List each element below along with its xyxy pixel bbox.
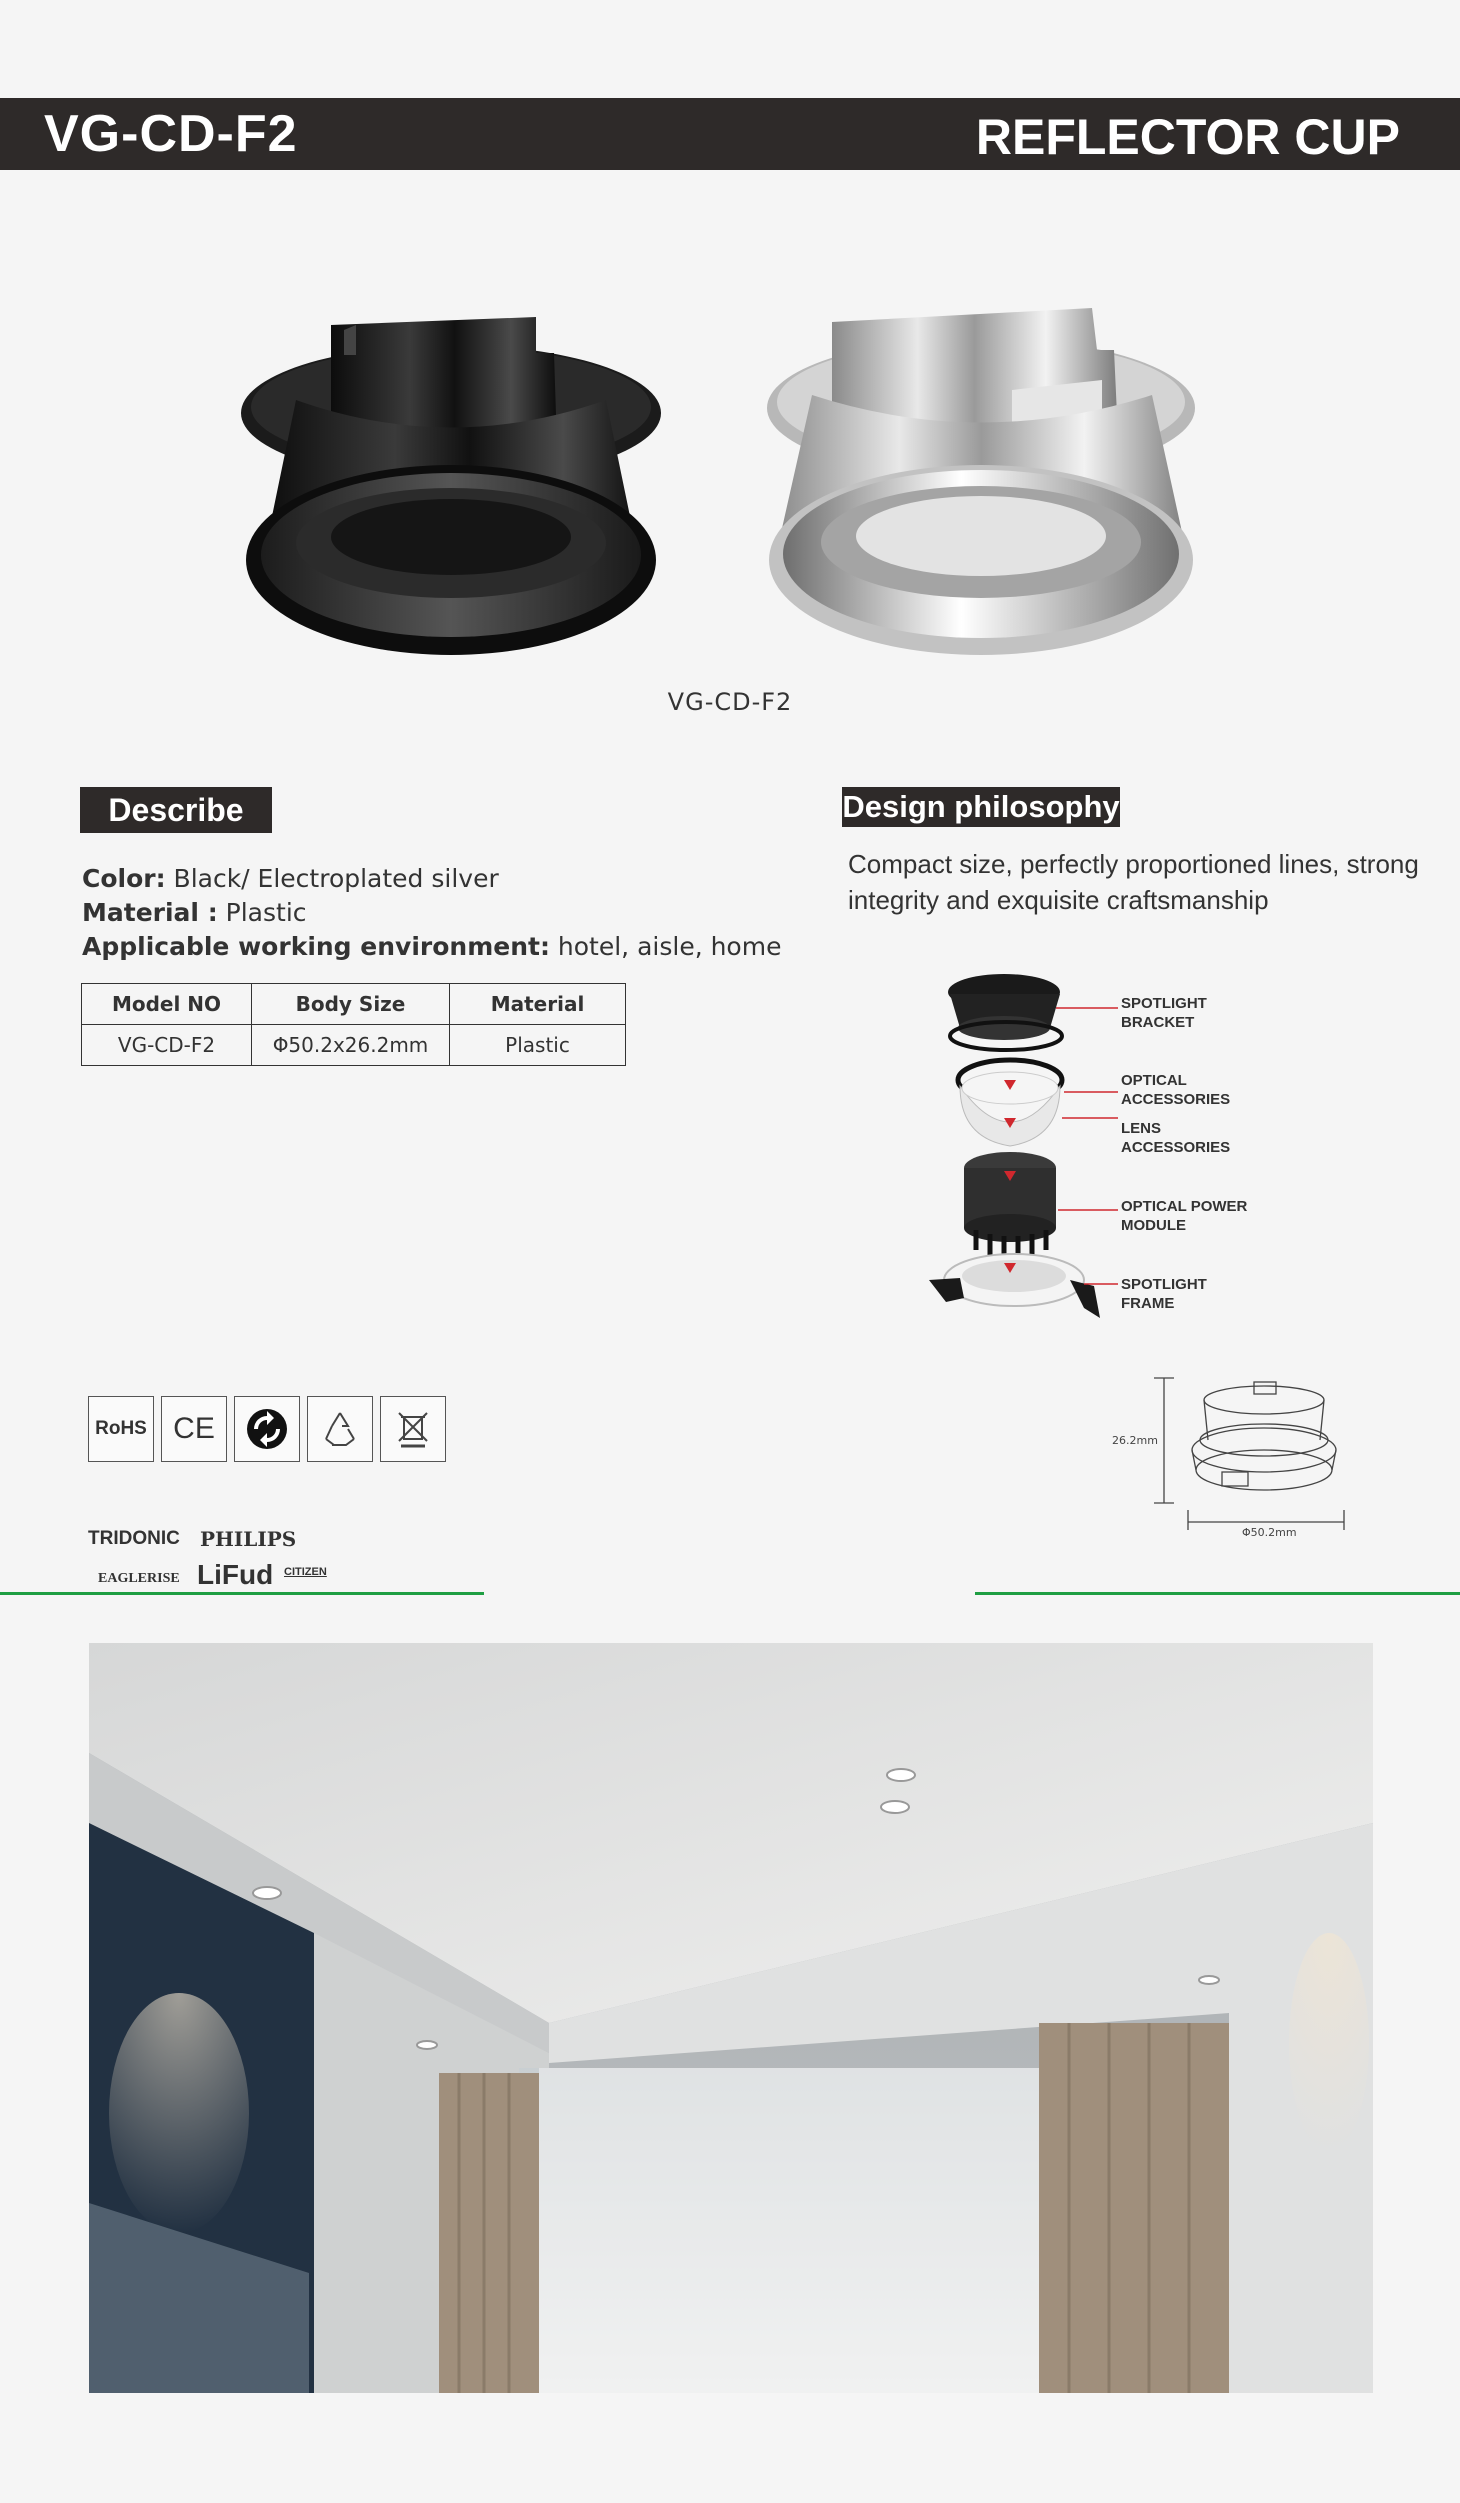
dimension-drawing (1104, 1370, 1354, 1538)
callout-optical-power-module: OPTICAL POWER MODULE (1121, 1198, 1248, 1234)
material-label: Material : (82, 898, 218, 927)
black-reflector-cup-image (236, 305, 666, 660)
brand-tridonic: TRIDONIC (88, 1528, 180, 1549)
weee-bin-icon (380, 1396, 446, 1462)
certification-icons (88, 1396, 446, 1462)
spec-table (81, 983, 626, 1066)
brand-eaglerise: EAGLERISE (98, 1571, 180, 1586)
table-header: Model NO (82, 984, 252, 1025)
room-application-photo (89, 1643, 1373, 2393)
design-philosophy-tag: Design philosophy (842, 787, 1120, 827)
rohs-icon: RoHS (88, 1396, 154, 1462)
brand-citizen: CITIZEN (284, 1566, 327, 1578)
material-value: Plastic (217, 898, 307, 927)
table-row (82, 1025, 626, 1066)
describe-tag: Describe (80, 787, 272, 833)
callout-optical-accessories: OPTICAL ACCESSORIES (1121, 1072, 1231, 1108)
table-header: Body Size (252, 984, 450, 1025)
callout-spotlight-bracket: SPOTLIGHT BRACKET (1121, 995, 1207, 1031)
environment-line (82, 930, 781, 964)
green-dot-icon (234, 1396, 300, 1462)
design-philosophy-text: Compact size, perfectly proportioned lines, strong integrity and exquisite craftsmanship (848, 849, 1419, 915)
spec-lines (82, 862, 781, 964)
height-label: 26.2mm (1112, 1434, 1158, 1447)
table-cell: Plastic (450, 1025, 626, 1066)
ce-icon: CE (161, 1396, 227, 1462)
table-header: Material (450, 984, 626, 1025)
color-label: Color: (82, 864, 166, 893)
product-caption: VG-CD-F2 (667, 688, 793, 716)
green-divider-right (975, 1592, 1460, 1595)
green-divider-left (0, 1592, 484, 1595)
header-bar (0, 98, 1460, 170)
material-line (82, 896, 781, 930)
environment-value: hotel, aisle, home (549, 932, 782, 961)
table-cell: Φ50.2x26.2mm (252, 1025, 450, 1066)
table-header-row (82, 984, 626, 1025)
callout-lens-accessories: LENS ACCESSORIES (1121, 1120, 1231, 1156)
silver-reflector-cup-image (762, 300, 1200, 660)
model-title: VG-CD-F2 (44, 105, 298, 163)
color-line (82, 862, 781, 896)
color-value: Black/ Electroplated silver (165, 864, 499, 893)
table-cell: VG-CD-F2 (82, 1025, 252, 1066)
brand-lifud: LiFud (197, 1559, 274, 1590)
product-title: REFLECTOR CUP (975, 109, 1400, 165)
brand-philips: PHILIPS (200, 1527, 297, 1551)
callout-spotlight-frame: SPOTLIGHT FRAME (1121, 1276, 1207, 1312)
environment-label: Applicable working environment: (82, 932, 550, 961)
diameter-label: Φ50.2mm (1242, 1526, 1297, 1538)
recycle-icon (307, 1396, 373, 1462)
